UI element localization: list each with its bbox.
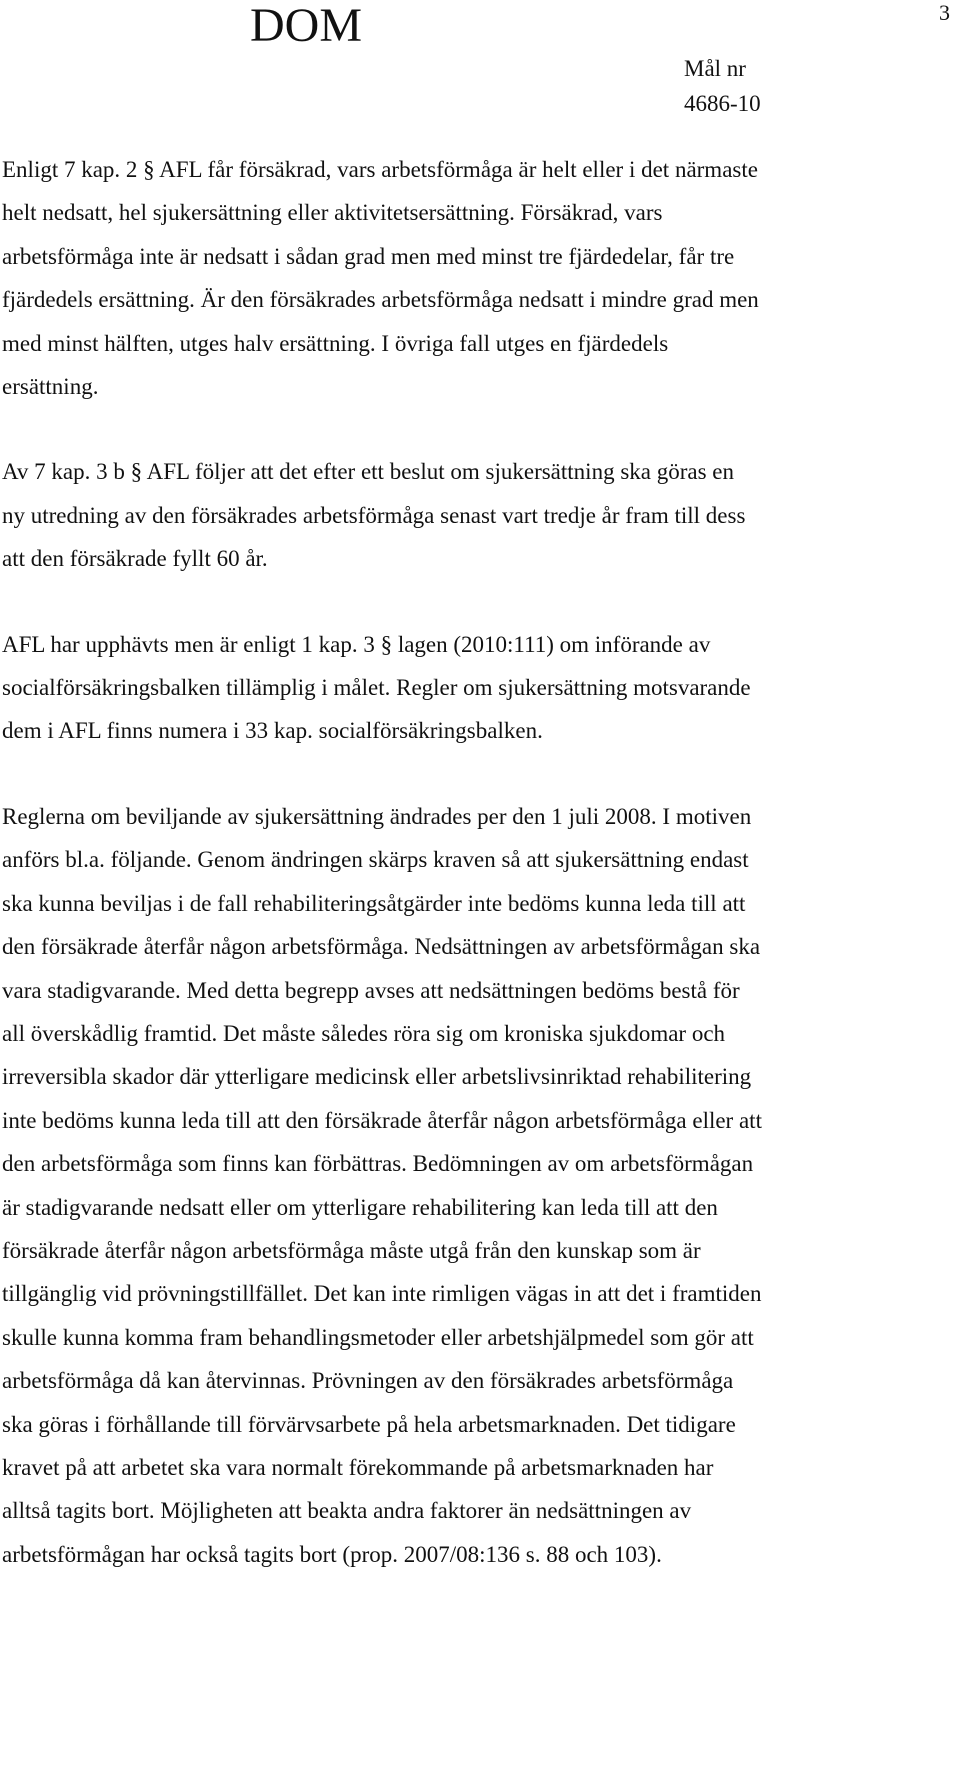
text-line: arbetsförmåga inte är nedsatt i sådan grad men med minst tre fjärdedelar, får tre (2, 243, 735, 269)
text-line: helt nedsatt, hel sjukersättning eller aktivitetsersättning. Försäkrad, vars (2, 200, 663, 226)
text-line: att den försäkrade fyllt 60 år. (2, 546, 268, 572)
text-line: med minst hälften, utges halv ersättning. I övriga fall utges en fjärdedels (2, 330, 669, 356)
document-body (2, 148, 952, 1618)
text-line: skulle kunna komma fram behandlingsmetoder eller arbetshjälpmedel som gör att (2, 1324, 754, 1350)
text-line: ersättning. (2, 374, 99, 400)
page-number: 3 (939, 0, 950, 25)
text-line: inte bedöms kunna leda till att den försäkrade återfår någon arbetsförmåga eller att (2, 1107, 762, 1133)
paragraph-afl-7-3b (2, 450, 952, 580)
text-line: anförs bl.a. följande. Genom ändringen skärps kraven så att sjukersättning endast (2, 847, 749, 873)
text-line: alltså tagits bort. Möjligheten att beakta andra faktorer än nedsättningen av (2, 1498, 692, 1524)
text-line: fjärdedels ersättning. Är den försäkrades arbetsförmåga nedsatt i mindre grad men (2, 287, 759, 313)
paragraph-afl-repealed (2, 623, 952, 753)
text-line: all överskådlig framtid. Det måste således röra sig om kroniska sjukdomar och (2, 1020, 726, 1046)
text-line: irreversibla skador där ytterligare medicinsk eller arbetslivsinriktad rehabilitering (2, 1064, 752, 1090)
text-line: Enligt 7 kap. 2 § AFL får försäkrad, vars arbetsförmåga är helt eller i det närmaste (2, 157, 758, 182)
paragraph-rules-2008 (2, 795, 952, 1576)
text-line: arbetsförmåga då kan återvinnas. Prövningen av den försäkrades arbetsförmåga (2, 1368, 734, 1394)
text-line: ny utredning av den försäkrades arbetsförmåga senast vart tredje år fram till dess (2, 502, 746, 528)
document-title: DOM (250, 0, 363, 52)
text-line: försäkrade återfår någon arbetsförmåga måste utgå från den kunskap som är (2, 1237, 701, 1263)
text-line: den försäkrade återfår någon arbetsförmåga. Nedsättningen av arbetsförmågan ska (2, 934, 761, 960)
case-number: 4686-10 (684, 91, 761, 116)
case-number-label: Mål nr (684, 56, 746, 81)
text-line: ska göras i förhållande till förvärvsarbete på hela arbetsmarknaden. Det tidigare (2, 1411, 736, 1437)
text-line: Reglerna om beviljande av sjukersättning ändrades per den 1 juli 2008. I motiven (2, 803, 752, 829)
text-line: är stadigvarande nedsatt eller om ytterligare rehabilitering kan leda till att den (2, 1194, 718, 1220)
text-line: tillgänglig vid prövningstillfället. Det kan inte rimligen vägas in att det i framtiden (2, 1281, 762, 1307)
text-line: AFL har upphävts men är enligt 1 kap. 3 § lagen (2010:111) om införande av (2, 631, 711, 657)
text-line: Av 7 kap. 3 b § AFL följer att det efter ett beslut om sjukersättning ska göras en (2, 459, 735, 485)
text-line: kravet på att arbetet ska vara normalt förekommande på arbetsmarknaden har (2, 1454, 714, 1480)
text-line: den arbetsförmåga som finns kan förbättras. Bedömningen av om arbetsförmågan (2, 1151, 754, 1177)
text-line: dem i AFL finns numera i 33 kap. socialförsäkringsbalken. (2, 718, 543, 744)
text-line: ska kunna beviljas i de fall rehabiliteringsåtgärder inte bedöms kunna leda till att (2, 890, 746, 916)
text-line: socialförsäkringsbalken tillämplig i målet. Regler om sjukersättning motsvarande (2, 675, 751, 701)
text-line: arbetsförmågan har också tagits bort (prop. 2007/08:136 s. 88 och 103). (2, 1541, 662, 1567)
paragraph-afl-7-2 (2, 148, 952, 408)
text-line: vara stadigvarande. Med detta begrepp avses att nedsättningen bedöms bestå för (2, 977, 740, 1003)
